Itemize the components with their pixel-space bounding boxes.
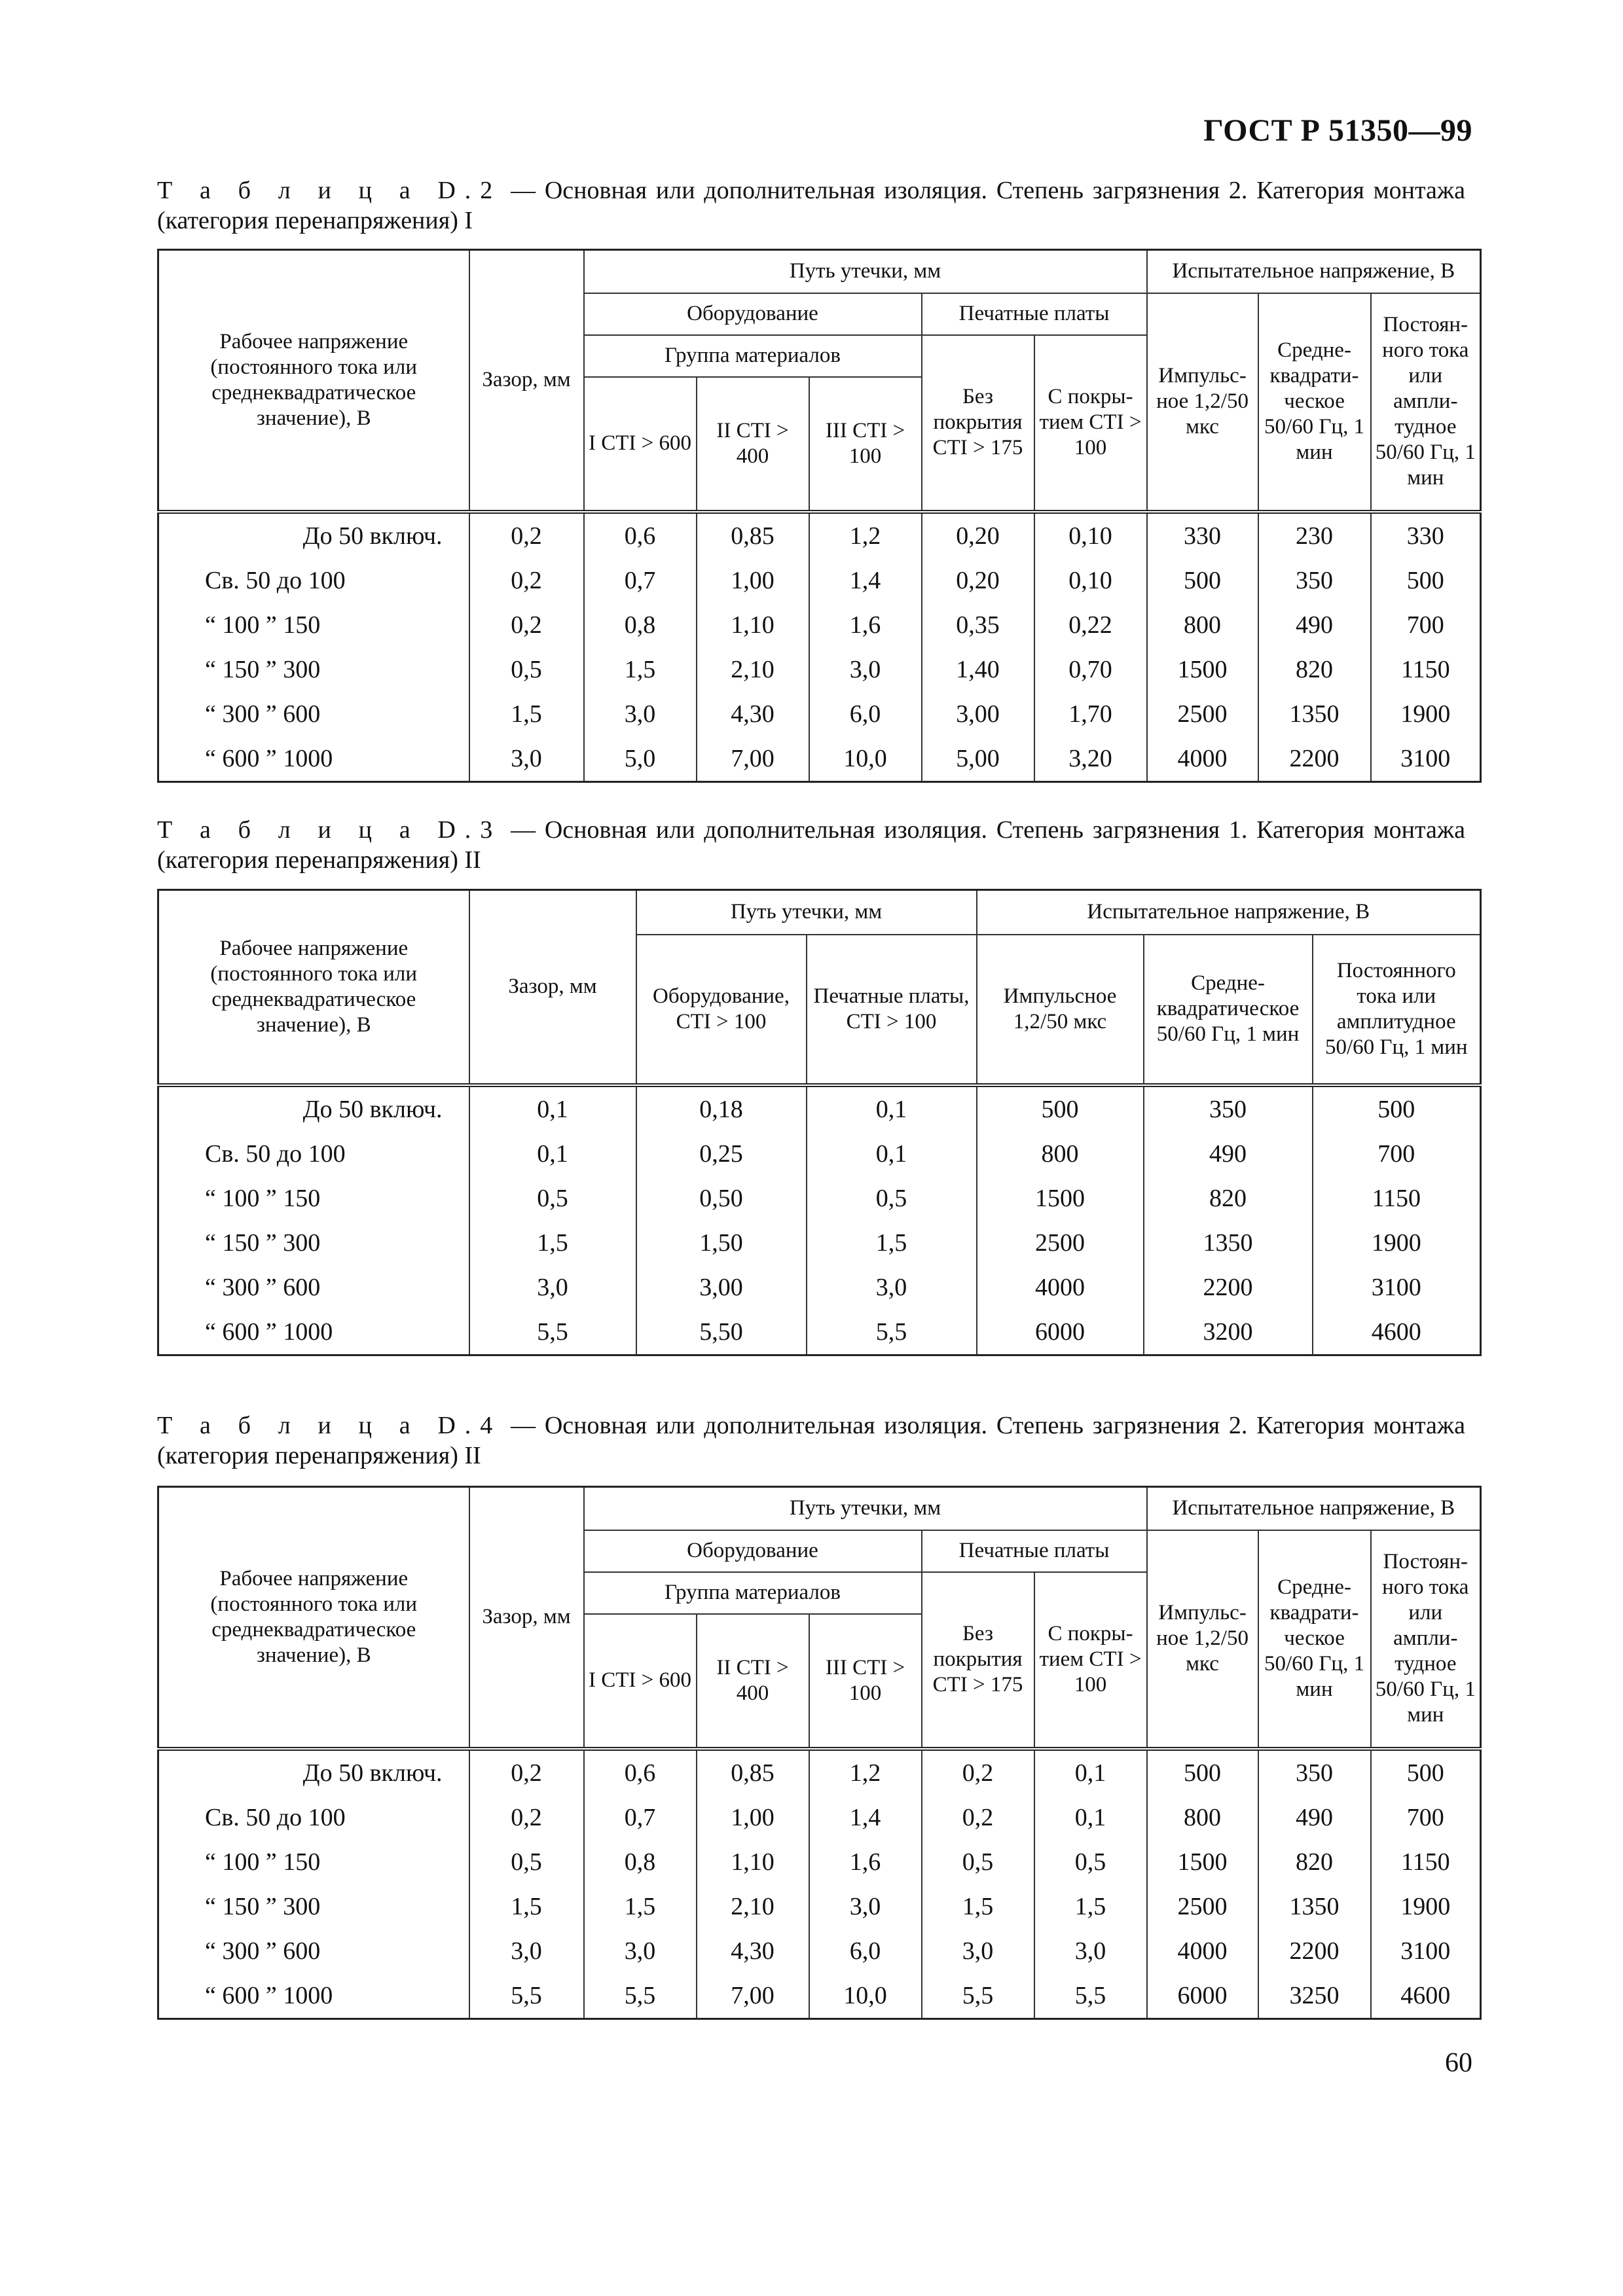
- table-cell: 1500: [1147, 1840, 1258, 1884]
- table-cell: 2500: [1147, 1884, 1258, 1929]
- table-cell: 0,10: [1034, 512, 1147, 558]
- header-pb-uncoated: Без покрытия CTI > 175: [922, 335, 1034, 512]
- table-cell: 0,6: [584, 512, 697, 558]
- table-cell: 3,20: [1034, 736, 1147, 782]
- table-row: [158, 1973, 1481, 2019]
- table-cell: 0,1: [1034, 1749, 1147, 1795]
- row-voltage-range: Св. 50 до 100: [158, 1132, 469, 1176]
- table-cell: 5,5: [922, 1973, 1034, 2019]
- header-equipment: Оборудование: [584, 293, 922, 335]
- table-cell: 0,5: [807, 1176, 977, 1221]
- table-cell: 1,2: [809, 1749, 922, 1795]
- table-cell: 5,0: [584, 736, 697, 782]
- table-cell: 3,0: [807, 1265, 977, 1310]
- table-cell: 500: [1147, 558, 1258, 603]
- table-cell: 5,5: [469, 1310, 636, 1355]
- table-row: [158, 1085, 1481, 1132]
- table-cell: 1900: [1371, 692, 1481, 736]
- table-cell: 4000: [1147, 1929, 1258, 1973]
- table-cell: 1500: [1147, 647, 1258, 692]
- table-cell: 0,8: [584, 1840, 697, 1884]
- table-cell: 0,20: [922, 558, 1034, 603]
- table-cell: 0,2: [922, 1749, 1034, 1795]
- header-equipment: Оборудование: [584, 1530, 922, 1572]
- table-cell: 820: [1258, 647, 1371, 692]
- table-row: [158, 692, 1481, 736]
- table-cell: 3,0: [584, 1929, 697, 1973]
- header-dc: Постоянного тока или амплитудное 50/60 Гц, 1 мин: [1313, 935, 1481, 1085]
- row-voltage-range: “ 300 ” 600: [158, 692, 469, 736]
- table-cell: 1,70: [1034, 692, 1147, 736]
- table-cell: 2200: [1258, 736, 1371, 782]
- table-cell: 10,0: [809, 736, 922, 782]
- table-cell: 1,10: [697, 1840, 809, 1884]
- table-row: [158, 1221, 1481, 1265]
- document-code: ГОСТ Р 51350—99: [1203, 113, 1472, 148]
- table-cell: 6000: [977, 1310, 1144, 1355]
- table-d4-caption: [157, 1410, 1465, 1471]
- table-cell: 500: [977, 1085, 1144, 1132]
- table-cell: 1,10: [697, 603, 809, 647]
- row-voltage-range: “ 100 ” 150: [158, 1176, 469, 1221]
- table-cell: 0,2: [922, 1795, 1034, 1840]
- table-cell: 700: [1371, 603, 1481, 647]
- table-cell: 3200: [1144, 1310, 1313, 1355]
- table-cell: 4000: [1147, 736, 1258, 782]
- table-cell: 7,00: [697, 1973, 809, 2019]
- table-cell: 2,10: [697, 647, 809, 692]
- header-clearance: Зазор, мм: [469, 1487, 584, 1749]
- row-voltage-range: “ 300 ” 600: [158, 1265, 469, 1310]
- table-cell: 1,6: [809, 603, 922, 647]
- table-d2-label: Т а б л и ц а D.2: [157, 177, 502, 204]
- table-cell: 2200: [1144, 1265, 1313, 1310]
- table-d3: [157, 889, 1482, 1356]
- row-voltage-range: “ 150 ” 300: [158, 647, 469, 692]
- table-cell: 0,5: [469, 1840, 584, 1884]
- header-creepage: Путь утечки, мм: [636, 890, 977, 935]
- header-pb-coated: С покры-тием CTI > 100: [1034, 1572, 1147, 1749]
- row-voltage-range: “ 100 ” 150: [158, 603, 469, 647]
- table-cell: 2200: [1258, 1929, 1371, 1973]
- table-cell: 0,2: [469, 603, 584, 647]
- table-cell: 3,00: [922, 692, 1034, 736]
- row-voltage-range: Св. 50 до 100: [158, 1795, 469, 1840]
- table-cell: 0,5: [469, 1176, 636, 1221]
- header-test-voltage: Испытательное напряжение, В: [977, 890, 1481, 935]
- table-d4: [157, 1486, 1482, 2020]
- table-cell: 2500: [977, 1221, 1144, 1265]
- table-row: [158, 512, 1481, 558]
- table-cell: 0,6: [584, 1749, 697, 1795]
- header-material-group: Группа материалов: [584, 1572, 922, 1614]
- table-cell: 350: [1144, 1085, 1313, 1132]
- table-cell: 7,00: [697, 736, 809, 782]
- table-cell: 6,0: [809, 692, 922, 736]
- header-group-3: III CTI > 100: [809, 377, 922, 512]
- header-impulse: Импульс-ное 1,2/50 мкс: [1147, 1530, 1258, 1749]
- header-dc: Постоян-ного тока или ампли-тудное 50/60 Гц, 1 мин: [1371, 1530, 1481, 1749]
- table-cell: 3,0: [809, 1884, 922, 1929]
- table-cell: 0,8: [584, 603, 697, 647]
- table-cell: 1350: [1258, 1884, 1371, 1929]
- header-test-voltage: Испытательное напряжение, В: [1147, 1487, 1481, 1530]
- table-cell: 0,1: [469, 1132, 636, 1176]
- header-clearance: Зазор, мм: [469, 250, 584, 512]
- table-cell: 0,22: [1034, 603, 1147, 647]
- table-cell: 500: [1147, 1749, 1258, 1795]
- table-cell: 1,5: [584, 1884, 697, 1929]
- table-cell: 1150: [1313, 1176, 1481, 1221]
- table-cell: 0,50: [636, 1176, 807, 1221]
- header-pb-uncoated: Без покрытия CTI > 175: [922, 1572, 1034, 1749]
- header-printed-boards: Печатные платы: [922, 293, 1147, 335]
- table-cell: 1,00: [697, 558, 809, 603]
- table-cell: 4,30: [697, 1929, 809, 1973]
- table-cell: 0,7: [584, 1795, 697, 1840]
- header-creepage: Путь утечки, мм: [584, 250, 1147, 293]
- table-cell: 0,1: [807, 1132, 977, 1176]
- table-cell: 700: [1313, 1132, 1481, 1176]
- header-group-2: II CTI > 400: [697, 377, 809, 512]
- table-cell: 0,18: [636, 1085, 807, 1132]
- table-cell: 800: [1147, 1795, 1258, 1840]
- table-row: [158, 736, 1481, 782]
- header-work-voltage: Рабочее напряжение (постоянного тока или среднеквадратическое значение), В: [158, 1487, 469, 1749]
- page-number: 60: [1445, 2048, 1472, 2078]
- table-cell: 5,5: [584, 1973, 697, 2019]
- table-cell: 3,0: [809, 647, 922, 692]
- table-cell: 1,5: [469, 692, 584, 736]
- table-cell: 1,5: [469, 1884, 584, 1929]
- table-cell: 820: [1258, 1840, 1371, 1884]
- header-equipment: Оборудование, CTI > 100: [636, 935, 807, 1085]
- table-cell: 1,50: [636, 1221, 807, 1265]
- table-cell: 3,0: [469, 1265, 636, 1310]
- table-cell: 4,30: [697, 692, 809, 736]
- table-cell: 1,6: [809, 1840, 922, 1884]
- table-cell: 6000: [1147, 1973, 1258, 2019]
- row-voltage-range: “ 150 ” 300: [158, 1884, 469, 1929]
- table-cell: 0,85: [697, 1749, 809, 1795]
- table-cell: 10,0: [809, 1973, 922, 2019]
- row-voltage-range: До 50 включ.: [158, 1085, 469, 1132]
- row-voltage-range: “ 600 ” 1000: [158, 1973, 469, 2019]
- header-pb-coated: С покры-тием CTI > 100: [1034, 335, 1147, 512]
- table-cell: 0,7: [584, 558, 697, 603]
- table-cell: 0,20: [922, 512, 1034, 558]
- table-cell: 0,5: [922, 1840, 1034, 1884]
- table-cell: 350: [1258, 558, 1371, 603]
- table-cell: 3100: [1313, 1265, 1481, 1310]
- table-cell: 0,2: [469, 1749, 584, 1795]
- row-voltage-range: Св. 50 до 100: [158, 558, 469, 603]
- table-cell: 0,1: [1034, 1795, 1147, 1840]
- table-cell: 500: [1371, 1749, 1481, 1795]
- table-cell: 0,2: [469, 558, 584, 603]
- table-cell: 5,5: [1034, 1973, 1147, 2019]
- header-group-1: I CTI > 600: [584, 1614, 697, 1749]
- table-cell: 800: [977, 1132, 1144, 1176]
- table-cell: 0,70: [1034, 647, 1147, 692]
- header-creepage: Путь утечки, мм: [584, 1487, 1147, 1530]
- table-cell: 0,1: [469, 1085, 636, 1132]
- table-cell: 0,5: [469, 647, 584, 692]
- table-cell: 490: [1144, 1132, 1313, 1176]
- table-cell: 3100: [1371, 736, 1481, 782]
- header-test-voltage: Испытательное напряжение, В: [1147, 250, 1481, 293]
- header-impulse: Импульсное 1,2/50 мкс: [977, 935, 1144, 1085]
- table-cell: 1,5: [807, 1221, 977, 1265]
- header-material-group: Группа материалов: [584, 335, 922, 377]
- table-d4-body: [158, 1749, 1481, 2019]
- header-group-2: II CTI > 400: [697, 1614, 809, 1749]
- header-work-voltage: Рабочее напряжение (постоянного тока или среднеквадратическое значение), В: [158, 250, 469, 512]
- table-d3-body: [158, 1085, 1481, 1355]
- table-d2-caption-text: — Основная или дополнительная изоляция. Степень загрязнения 2. Категория монтажа (категория перенапряжения) I: [157, 177, 1466, 234]
- table-cell: 1,40: [922, 647, 1034, 692]
- table-cell: 3250: [1258, 1973, 1371, 2019]
- table-cell: 5,5: [807, 1310, 977, 1355]
- table-cell: 1150: [1371, 1840, 1481, 1884]
- table-d2: [157, 249, 1482, 783]
- table-cell: 350: [1258, 1749, 1371, 1795]
- table-cell: 5,00: [922, 736, 1034, 782]
- table-cell: 2,10: [697, 1884, 809, 1929]
- table-cell: 1150: [1371, 647, 1481, 692]
- table-row: [158, 603, 1481, 647]
- table-cell: 1,4: [809, 558, 922, 603]
- header-printed-boards: Печатные платы, CTI > 100: [807, 935, 977, 1085]
- table-cell: 0,2: [469, 1795, 584, 1840]
- table-cell: 1500: [977, 1176, 1144, 1221]
- header-printed-boards: Печатные платы: [922, 1530, 1147, 1572]
- table-cell: 1,00: [697, 1795, 809, 1840]
- table-d3-caption: [157, 815, 1465, 875]
- row-voltage-range: “ 600 ” 1000: [158, 736, 469, 782]
- table-row: [158, 1132, 1481, 1176]
- table-row: [158, 1176, 1481, 1221]
- table-row: [158, 1265, 1481, 1310]
- table-row: [158, 1310, 1481, 1355]
- table-d4-label: Т а б л и ц а D.4: [157, 1412, 502, 1439]
- table-cell: 3,0: [922, 1929, 1034, 1973]
- row-voltage-range: “ 150 ” 300: [158, 1221, 469, 1265]
- table-cell: 5,5: [469, 1973, 584, 2019]
- row-voltage-range: “ 600 ” 1000: [158, 1310, 469, 1355]
- table-cell: 1900: [1371, 1884, 1481, 1929]
- table-cell: 2500: [1147, 692, 1258, 736]
- table-cell: 230: [1258, 512, 1371, 558]
- header-clearance: Зазор, мм: [469, 890, 636, 1085]
- table-cell: 1,2: [809, 512, 922, 558]
- table-cell: 0,2: [469, 512, 584, 558]
- table-cell: 800: [1147, 603, 1258, 647]
- header-rms: Средне-квадратическое 50/60 Гц, 1 мин: [1144, 935, 1313, 1085]
- header-group-3: III CTI > 100: [809, 1614, 922, 1749]
- table-cell: 700: [1371, 1795, 1481, 1840]
- table-row: [158, 558, 1481, 603]
- row-voltage-range: До 50 включ.: [158, 512, 469, 558]
- table-row: [158, 1749, 1481, 1795]
- table-cell: 330: [1147, 512, 1258, 558]
- table-cell: 0,35: [922, 603, 1034, 647]
- header-rms: Средне-квадрати-ческое 50/60 Гц, 1 мин: [1258, 1530, 1371, 1749]
- row-voltage-range: До 50 включ.: [158, 1749, 469, 1795]
- table-cell: 6,0: [809, 1929, 922, 1973]
- table-cell: 1350: [1258, 692, 1371, 736]
- table-cell: 4000: [977, 1265, 1144, 1310]
- table-row: [158, 1840, 1481, 1884]
- table-cell: 0,85: [697, 512, 809, 558]
- table-cell: 3,00: [636, 1265, 807, 1310]
- table-cell: 1,5: [469, 1221, 636, 1265]
- table-d3-label: Т а б л и ц а D.3: [157, 816, 502, 844]
- row-voltage-range: “ 300 ” 600: [158, 1929, 469, 1973]
- table-cell: 500: [1313, 1085, 1481, 1132]
- table-cell: 1,5: [584, 647, 697, 692]
- table-cell: 3,0: [469, 1929, 584, 1973]
- table-cell: 0,1: [807, 1085, 977, 1132]
- table-row: [158, 1929, 1481, 1973]
- row-voltage-range: “ 100 ” 150: [158, 1840, 469, 1884]
- table-cell: 1,4: [809, 1795, 922, 1840]
- table-cell: 4600: [1313, 1310, 1481, 1355]
- header-work-voltage: Рабочее напряжение (постоянного тока или среднеквадратическое значение), В: [158, 890, 469, 1085]
- table-d4-caption-text: — Основная или дополнительная изоляция. Степень загрязнения 2. Категория монтажа (категория перенапряжения) II: [157, 1412, 1466, 1469]
- table-row: [158, 647, 1481, 692]
- header-dc: Постоян-ного тока или ампли-тудное 50/60 Гц, 1 мин: [1371, 293, 1481, 512]
- table-cell: 3,0: [469, 736, 584, 782]
- table-row: [158, 1795, 1481, 1840]
- table-cell: 1,5: [922, 1884, 1034, 1929]
- table-row: [158, 1884, 1481, 1929]
- table-d2-caption: [157, 175, 1465, 236]
- header-group-1: I CTI > 600: [584, 377, 697, 512]
- table-cell: 1,5: [1034, 1884, 1147, 1929]
- table-d3-caption-text: — Основная или дополнительная изоляция. Степень загрязнения 1. Категория монтажа (категория перенапряжения) II: [157, 816, 1466, 874]
- table-cell: 3100: [1371, 1929, 1481, 1973]
- table-cell: 5,50: [636, 1310, 807, 1355]
- table-cell: 0,25: [636, 1132, 807, 1176]
- table-cell: 0,10: [1034, 558, 1147, 603]
- header-impulse: Импульс-ное 1,2/50 мкс: [1147, 293, 1258, 512]
- table-cell: 1900: [1313, 1221, 1481, 1265]
- table-cell: 500: [1371, 558, 1481, 603]
- table-cell: 3,0: [1034, 1929, 1147, 1973]
- table-cell: 490: [1258, 603, 1371, 647]
- header-rms: Средне-квадрати-ческое 50/60 Гц, 1 мин: [1258, 293, 1371, 512]
- table-cell: 1350: [1144, 1221, 1313, 1265]
- table-d2-body: [158, 512, 1481, 782]
- table-cell: 820: [1144, 1176, 1313, 1221]
- table-cell: 3,0: [584, 692, 697, 736]
- table-cell: 4600: [1371, 1973, 1481, 2019]
- table-cell: 330: [1371, 512, 1481, 558]
- table-cell: 490: [1258, 1795, 1371, 1840]
- table-cell: 0,5: [1034, 1840, 1147, 1884]
